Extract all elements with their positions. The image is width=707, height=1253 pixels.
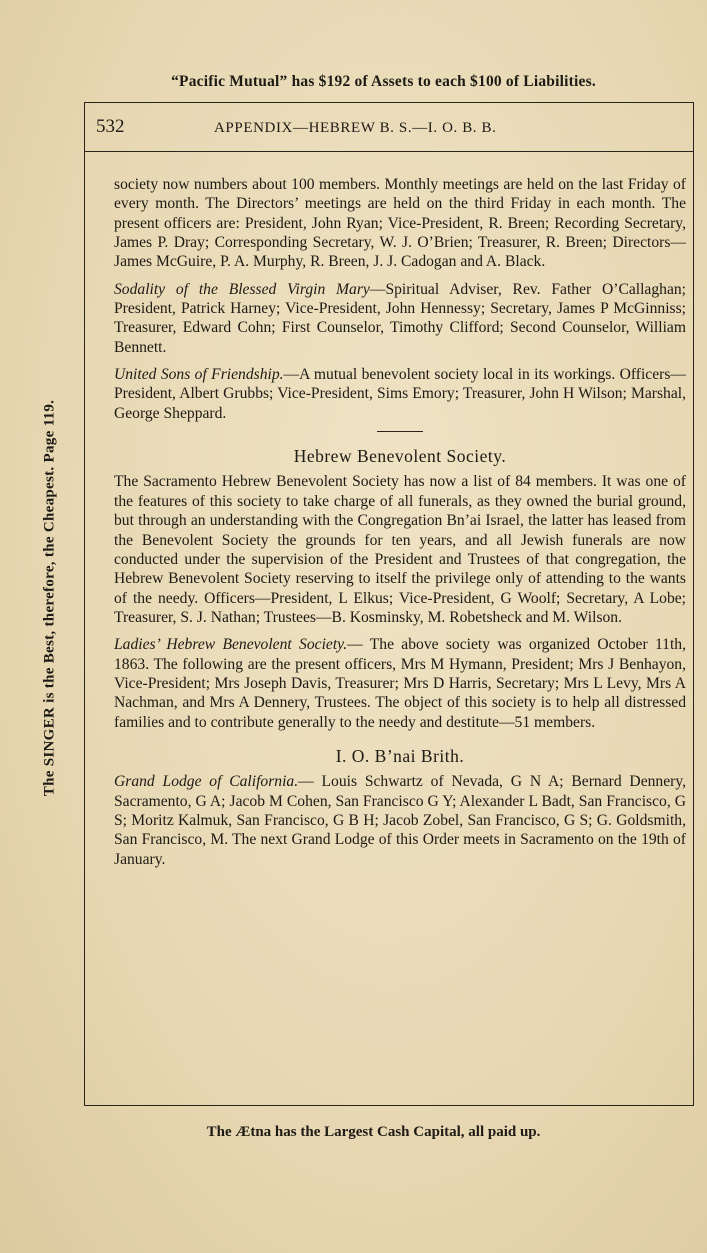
ladies-society-title: Ladies’ Hebrew Benevolent Society. xyxy=(114,636,348,654)
running-head xyxy=(96,116,686,144)
united-sons-title: United Sons of Friendship. xyxy=(114,366,284,384)
paragraph-society-members: society now numbers about 100 members. Monthly meetings are held on the last Friday of every month. The Directors’ meetings are held on the third Friday in each month. The present officers are: President, John Ryan; Vice-President, R. Breen; Recording Secretary, James P. Dray; Corresponding Secretary, W. J. O’Brien; Treasurer, R. Breen; Directors—James McGuire, P. A. Murphy, R. Breen, J. J. Cadogan and A. Black. xyxy=(114,176,686,271)
running-head-rule xyxy=(84,151,694,152)
side-advertisement-text: The SINGER is the Best, therefore, the Cheapest. Page 119. xyxy=(41,399,58,797)
header-advertisement: “Pacific Mutual” has $192 of Assets to each $100 of Liabilities. xyxy=(171,73,596,90)
sodality-title: Sodality of the Blessed Virgin Mary xyxy=(114,280,370,298)
footer-advertisement: The Ætna has the Largest Cash Capital, all paid up. xyxy=(206,1124,541,1140)
section-divider xyxy=(377,431,423,432)
running-head-title: APPENDIX—HEBREW B. S.—I. O. B. B. xyxy=(214,120,497,136)
paragraph-ladies-society xyxy=(114,635,686,732)
ladies-society-text: — The above society was organized October 11th, 1863. The following are the present officers, Mrs M Hymann, President; Mrs J Benhayon, Vice-President; Mrs Joseph Davis, Treasurer; Mrs D Harris, Secretary; Mrs L Levy, Mrs A Nachman, and Mrs A Dennery, Trustees. The object of this society is to help all distressed families and to contribute generally to the needy and destitute—51 members. xyxy=(114,636,686,731)
united-sons-text: —A mutual benevolent society local in its workings. Officers—President, Albert Grubbs; Vice-President, Sims Emory; Treasurer, John H Wilson; Marshal, George Sheppard. xyxy=(114,366,687,422)
body-text xyxy=(114,175,686,877)
paragraph-hebrew-benevolent: The Sacramento Hebrew Benevolent Society has now a list of 84 members. It was one of the features of this society to take charge of all funerals, as they owned the burial ground, but through an understanding with the Congregation Bn’ai Israel, the latter has leased from the Benevolent Society the grounds for ten years, and all Jewish funerals are now conducted under the supervision of the President and Trustees of that congregation, the Hebrew Benevolent Society reserving to itself the privilege only of attending to the wants of the needy. Officers—President, L Elkus; Vice-President, G Woolf; Secretary, A Lobe; Treasurer, S. J. Nathan; Trustees—B. Kosminsky, M. Robetsheck and M. Wilson. xyxy=(114,473,686,626)
heading-bnai-brith: I. O. B’nai Brith. xyxy=(335,745,465,766)
paragraph-sodality xyxy=(114,280,686,357)
page-number: 532 xyxy=(96,116,125,137)
sodality-text: —Spiritual Adviser, Rev. Father O’Callaghan; President, Patrick Harney; Vice-President, John Hennessy; Secretary, James P McGinniss; Treasurer, Edward Cohn; First Counselor, Timothy Clifford; Second Counselor, William Bennett. xyxy=(114,280,686,356)
grand-lodge-title: Grand Lodge of California. xyxy=(114,773,299,791)
paragraph-united-sons xyxy=(114,365,686,423)
paragraph-grand-lodge xyxy=(114,772,686,869)
grand-lodge-text: — Louis Schwartz of Nevada, G N A; Bernard Dennery, Sacramento, G A; Jacob M Cohen, San Francisco G Y; Alexander L Badt, San Francisco, G S; Moritz Kalmuk, San Francisco, G B H; Jacob Zobel, San Francisco, G S; G. Goldsmith, San Francisco, M. The next Grand Lodge of this Order meets in Sacramento on the 19th of January. xyxy=(114,773,687,868)
heading-hebrew-benevolent-society: Hebrew Benevolent Society. xyxy=(293,446,507,467)
